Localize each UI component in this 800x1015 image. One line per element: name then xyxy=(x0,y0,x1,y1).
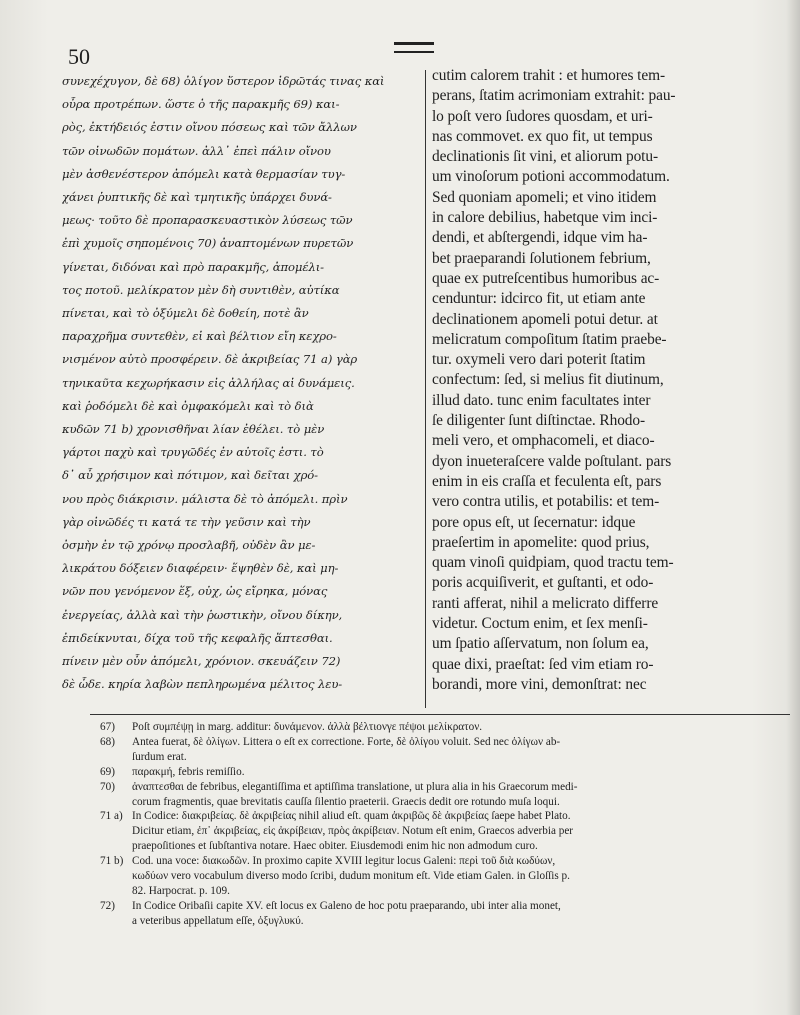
latin-text-line: poris acquiſiverit, et guſtanti, et odo- xyxy=(432,574,654,592)
footnote xyxy=(100,854,790,899)
latin-text-line: um ſpatio aſſervatum, non ſolum ea, xyxy=(432,635,649,653)
greek-text-line: συνεχέχυγον, δὲ 68) ὀλίγον ὕστερον ἱδρῶτάς τινας καὶ xyxy=(62,74,385,88)
greek-text-line: ρὸς, ἐκτήδειός ἐστιν οἴνου πόσεως καὶ τῶν ἄλλων xyxy=(62,120,357,135)
footnote-line: ἀναπτεσθαι de febribus, elegantiſſima et aptiſſima translatione, ut plura alia in his Graecorum medi- xyxy=(132,780,578,793)
header-ornament xyxy=(394,42,434,53)
greek-text-line: τος ποτοῦ. μελίκρατον μὲν δὴ συντιθὲν, αὐτίκα xyxy=(62,282,340,297)
greek-text-line: γίνεται, διδόναι καὶ πρὸ παρακμῆς, ἀπομέλι- xyxy=(62,259,324,274)
footnote-line: Dicitur etiam, ἐπ᾽ ἀκριβείας, εἰς ἀκρίβειαν, πρὸς ἀκρίβειαν. Notum eſt enim, Graecos adverbia per xyxy=(132,825,574,838)
greek-text-line: ὀσμὴν ἐν τῷ χρόνῳ προσλαβῆ, οὐδὲν ἂν με- xyxy=(62,538,316,553)
greek-text-line: νου πρὸς διάκρισιν. μάλιστα δὲ τὸ ἀπόμελι. πρὶν xyxy=(62,491,348,506)
latin-text-line: pore opus eſt, ut ſecernatur: idque xyxy=(432,513,636,531)
latin-text-line: vero contra utilis, et potabilis: et tem- xyxy=(432,493,660,511)
latin-text-line: quam vinoſi quidpiam, quod tractu tem- xyxy=(432,554,674,572)
latin-text-line: nas commovet. ex quo fit, ut tempus xyxy=(432,127,653,145)
footnote xyxy=(100,809,790,854)
latin-text-line: meli vero, et omphacomeli, et diaco- xyxy=(432,432,655,450)
latin-text-line: ranti afferat, nihil a melicrato differre xyxy=(432,594,659,612)
footnote xyxy=(100,765,790,780)
footnote-body xyxy=(132,735,560,765)
greek-text-line: χάνει ῥυπτικῆς δὲ καὶ τμητικῆς ὑπάρχει δυνά- xyxy=(62,190,332,205)
footnote-separator xyxy=(90,714,790,715)
footnote-line: κωδύων vero vocabulum diverso modo ſcribi, dudum monitum eſt. Vide etiam Galen. in Gloſſis p. xyxy=(132,870,570,883)
footnote-body xyxy=(132,854,570,899)
latin-text-line: in calore debilius, habetque vim inci- xyxy=(432,209,658,227)
footnote-line: In Codice: διακριβείας. δὲ ἀκριβείας nihil aliud eſt. quam ἀκριβῶς δὲ ἀκριβείας ſaepe habet Plato. xyxy=(132,810,571,823)
footnote xyxy=(100,899,790,929)
latin-text-line: tur. oxymeli vero dari poterit ſtatim xyxy=(432,351,646,369)
footnotes-section xyxy=(100,720,790,929)
footnote-number: 72) xyxy=(100,899,115,912)
footnote-line: a veteribus appellatum eſſe, ὀξυγλυκύ. xyxy=(132,914,304,927)
greek-text-line: καὶ ῥοδόμελι δὲ καὶ ὀμφακόμελι καὶ τὸ διὰ xyxy=(62,398,314,413)
latin-text-line: quae ex putreſcentibus humoribus ac- xyxy=(432,269,660,287)
footnote-line: ſurdum erat. xyxy=(132,750,187,763)
greek-text-line: πίνειν μὲν οὖν ἀπόμελι, χρόνιον. σκευάζειν 72) xyxy=(62,654,341,669)
latin-text-line: declinationem apomeli potui detur. at xyxy=(432,310,658,328)
latin-text-line: dendi, et abſtergendi, idque vim ha- xyxy=(432,229,648,247)
footnote-line: corum fragmentis, quae brevitatis cauſſa ſilentio praeterii. Graecis dedit ore rotundo muſa loqui. xyxy=(132,795,560,808)
greek-text-line: γὰρ οἰνῶδές τι κατά τε τὴν γεῦσιν καὶ τὴν xyxy=(62,514,311,529)
footnote-line: παρακμή, febris remiſſio. xyxy=(132,765,245,778)
greek-text-line: ἐπὶ χυμοῖς σηπομένοις 70) ἀναπτομένων πυρετῶν xyxy=(62,236,354,251)
latin-text-column xyxy=(432,66,780,695)
latin-text-line: enim in eis craſſa et feculenta eſt, pars xyxy=(432,472,662,490)
greek-text-line: μὲν ἀσθενέστερον ἀπόμελι κατὰ θερμασίαν τυγ- xyxy=(62,166,346,181)
footnote-number: 71 a) xyxy=(100,810,123,823)
greek-text-line: δὲ ὧδε. κηρία λαβὼν πεπληρωμένα μέλιτος λευ- xyxy=(62,677,343,692)
latin-text-line: perans, ſtatim acrimoniam extrahit: pau- xyxy=(432,87,676,105)
latin-text-line: cutim calorem trahit : et humores tem- xyxy=(432,67,665,84)
latin-text-line: um vinoſorum potioni accommodatum. xyxy=(432,168,670,186)
greek-text-column xyxy=(62,70,418,696)
greek-text-line: κυδῶν 71 b) χρονισθῆναι λίαν ἐθέλει. τὸ μὲν xyxy=(62,422,325,437)
footnote xyxy=(100,720,790,735)
footnote xyxy=(100,780,790,810)
greek-text-line: οὖρα προτρέπων. ὥστε ὁ τῆς παρακμῆς 69) και- xyxy=(62,97,340,112)
greek-text-line: νῶν που γενόμενον ἕξ, οὐχ, ὡς εἴρηκα, μόνας xyxy=(62,584,328,599)
latin-text-line: Sed quoniam apomeli; et vino itidem xyxy=(432,188,657,206)
latin-text-line: dyon inueteraſcere valde poſtulant. pars xyxy=(432,452,672,470)
latin-text-line: illud dato. tunc enim facultates inter xyxy=(432,391,651,409)
footnote-number: 71 b) xyxy=(100,855,124,868)
latin-text-line: quae dixi, praeſtat: ſed vim etiam ro- xyxy=(432,655,654,673)
greek-text-line: παραχρῆμα συντεθὲν, εἰ καὶ βέλτιον εἴη κεχρο- xyxy=(62,329,337,344)
greek-text-line: νισμένον αὐτὸ προσφέρειν. δὲ ἀκριβείας 71 a) γὰρ xyxy=(62,352,358,367)
latin-text-line: declinationis ſit vini, et aliorum potu- xyxy=(432,148,658,166)
footnote-body xyxy=(132,780,578,810)
page-number: 50 xyxy=(68,44,90,69)
footnote-line: Poſt συμπέψῃ in marg. additur: δυνάμενον. ἀλλὰ βέλτιονγε πέψοι μελίκρατον. xyxy=(132,721,483,733)
latin-text-line: melicratum compoſitum ſtatim praebe- xyxy=(432,330,667,348)
latin-text-line: cenduntur: idcirco fit, ut etiam ante xyxy=(432,290,646,308)
latin-text-line: praeſertim in apomelite: quod prius, xyxy=(432,533,650,551)
greek-text-line: γάρτοι παχὺ καὶ τρυγῶδές ἐν αὐτοῖς ἐστι. τὸ xyxy=(62,445,324,460)
footnote-line: In Codice Oribaſii capite XV. eſt locus ex Galeno de hoc potu praeparando, ubi inter alia monet, xyxy=(132,899,561,912)
latin-text-line: videtur. Coctum enim, et ſex menſi- xyxy=(432,615,648,633)
greek-text-line: τῶν οἰνωδῶν πομάτων. ἀλλ᾽ ἐπεὶ πάλιν οἴνου xyxy=(62,143,331,158)
column-divider xyxy=(425,70,426,708)
greek-text-line: ἐνεργείας, ἀλλὰ καὶ τὴν ῥωστικὴν, οἴνου δίκην, xyxy=(62,607,343,622)
footnote-line: praepoſitiones et ſubſtantiva notare. Haec obiter. Eiusdemodi enim hic non admodum curo. xyxy=(132,840,538,853)
latin-text-line: borandi, more vini, demonſtrat: nec xyxy=(432,675,647,693)
latin-text-line: confectum: ſed, si melius fit diutinum, xyxy=(432,371,664,389)
footnote-line: Antea fuerat, δὲ ὀλίγων. Littera o eſt ex correctione. Forte, δὲ ὀλίγου voluit. Sed nec ὀλίγων ab- xyxy=(132,735,561,748)
latin-text-line: bet praeparandi ſolutionem febrium, xyxy=(432,249,651,267)
footnote-number: 67) xyxy=(100,721,115,733)
page-edge-shadow xyxy=(786,0,800,1015)
footnote-line: 82. Harpocrat. p. 109. xyxy=(132,884,230,897)
footnote-body xyxy=(132,899,561,929)
greek-text-line: τηνικαῦτα κεχωρήκασιν εἰς ἀλλήλας αἱ δυνάμεις. xyxy=(62,375,355,390)
footnote-body xyxy=(132,720,482,735)
latin-text-line: lo poſt vero ſudores quosdam, et uri- xyxy=(432,107,653,125)
footnote-number: 68) xyxy=(100,735,115,748)
footnote-body xyxy=(132,809,573,854)
latin-text-line: ſe diligenter ſunt diſtinctae. Rhodo- xyxy=(432,412,646,430)
greek-text-line: πίνεται, καὶ τὸ ὀξύμελι δὲ δοθείη, ποτὲ ἂν xyxy=(62,306,309,321)
greek-text-line: λικράτου δόξειεν διαφέρειν· ἕψηθὲν δὲ, καὶ μη- xyxy=(62,561,339,576)
footnote-number: 70) xyxy=(100,780,115,793)
footnote-number: 69) xyxy=(100,765,115,778)
greek-text-line: ἐπιδείκνυται, δίχα τοῦ τῆς κεφαλῆς ἅπτεσθαι. xyxy=(62,630,333,645)
footnote-body xyxy=(132,765,245,780)
footnote-line: Cod. una voce: διακωδῶν. In proximo capite XVIII legitur locus Galeni: περὶ τοῦ διὰ κωδύων, xyxy=(132,855,556,868)
greek-text-line: δ᾽ αὖ χρήσιμον καὶ πότιμον, καὶ δεῖται χρό- xyxy=(62,468,318,483)
footnote xyxy=(100,735,790,765)
greek-text-line: μεως· τοῦτο δὲ προπαρασκευαστικὸν λύσεως τῶν xyxy=(62,213,353,228)
